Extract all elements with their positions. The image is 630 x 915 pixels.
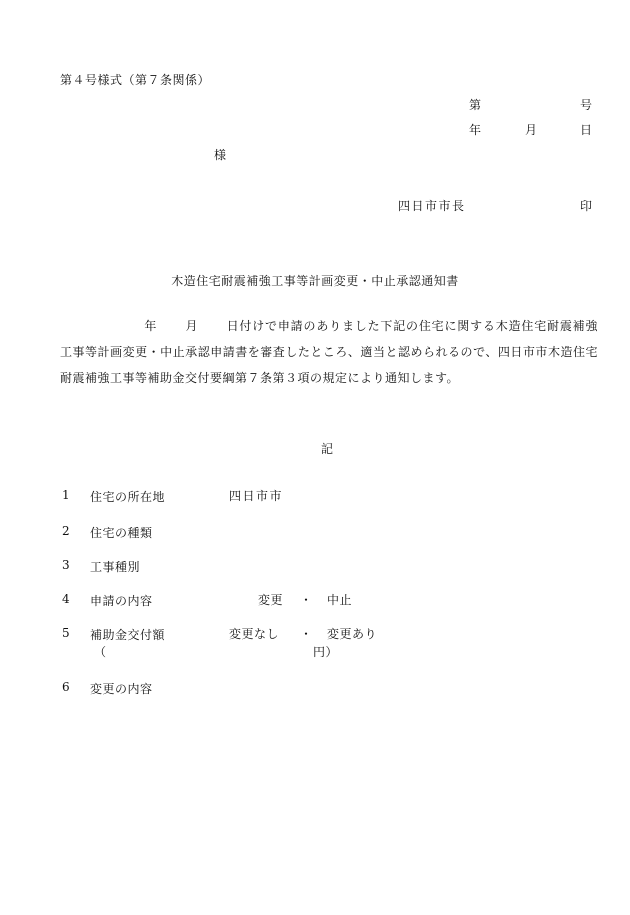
option-separator: ・: [300, 593, 313, 607]
item-label: 変更の内容: [90, 682, 153, 696]
amount-paren-open: （: [94, 645, 107, 659]
body-text: 日付けで申請のありました下記の住宅に関する木造住宅耐震補強工事等計画変更・中止承認申請書を審査したところ、適当と認められるので、四日市市木造住宅耐震補強工事等補助金交付要綱第７条第３項の規定により通知します。: [60, 319, 598, 385]
issuer: 四日市市長: [398, 199, 466, 213]
option-separator: ・: [300, 627, 313, 641]
number-suffix: 号: [580, 98, 593, 112]
form-label: 第４号様式（第７条関係）: [60, 73, 211, 87]
item-number: 6: [62, 680, 70, 694]
option-no-change: 変更なし: [229, 627, 280, 641]
date-month: 月: [525, 123, 538, 137]
item-label: 住宅の所在地: [90, 490, 166, 504]
item-label: 申請の内容: [90, 594, 153, 608]
item-value: 四日市市: [229, 489, 284, 503]
option-change: 変更: [258, 593, 284, 607]
item-number: 1: [62, 488, 70, 502]
document-title: 木造住宅耐震補強工事等計画変更・中止承認通知書: [171, 274, 459, 288]
date-day: 日: [580, 123, 593, 137]
body-month: 月: [185, 319, 199, 333]
option-cancel: 中止: [327, 593, 353, 607]
date-year: 年: [469, 123, 482, 137]
body-year: 年: [144, 319, 158, 333]
item-label: 補助金交付額: [90, 628, 166, 642]
addressee-suffix: 様: [214, 148, 227, 162]
item-number: 2: [62, 524, 70, 538]
amount-paren-close: 円）: [313, 645, 339, 659]
seal: 印: [580, 199, 593, 213]
item-number: 4: [62, 592, 70, 606]
item-number: 3: [62, 558, 70, 572]
item-label: 住宅の種類: [90, 526, 153, 540]
item-number: 5: [62, 626, 70, 640]
option-changed: 変更あり: [327, 627, 378, 641]
item-label: 工事種別: [90, 560, 141, 574]
ki-heading: 記: [320, 442, 333, 456]
number-prefix: 第: [469, 98, 482, 112]
body-paragraph: [60, 313, 598, 391]
